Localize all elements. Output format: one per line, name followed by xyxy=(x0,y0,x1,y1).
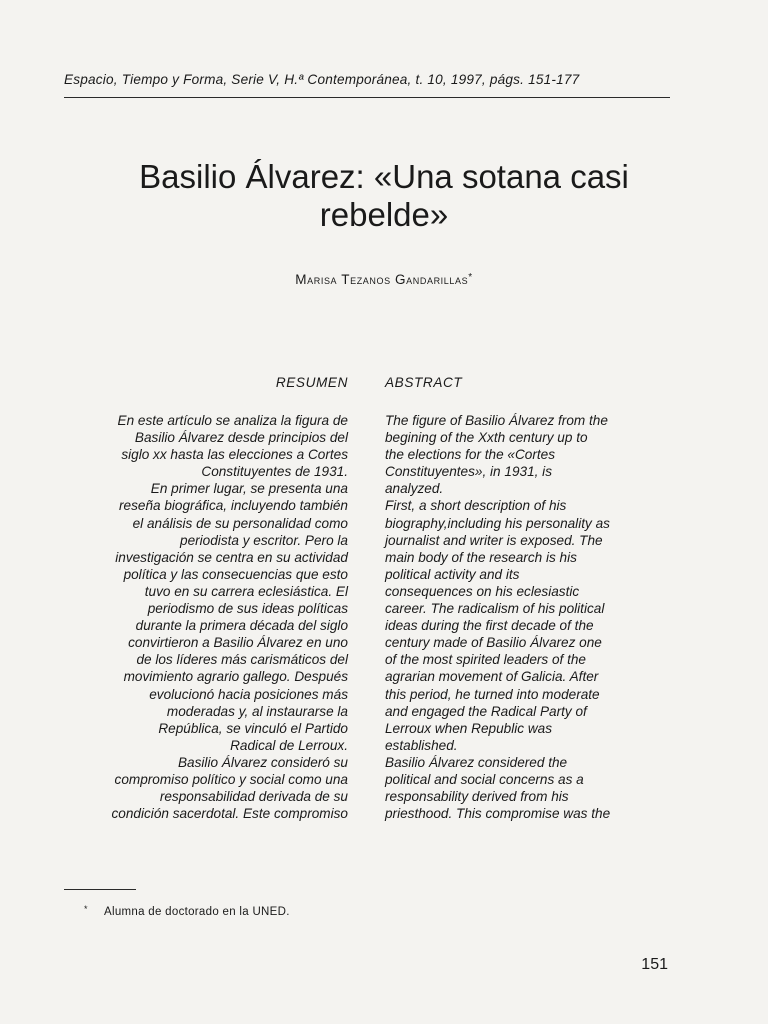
abstract-line: career. The radicalism of his political xyxy=(385,601,605,617)
footnote-text: Alumna de doctorado en la UNED. xyxy=(104,906,290,918)
footnote-mark: * xyxy=(84,904,88,914)
abstract-line: journalist and writer is exposed. The xyxy=(385,532,603,548)
resumen-line: durante la primera década del siglo xyxy=(135,618,348,634)
title-line-1: Basilio Álvarez: «Una sotana casi xyxy=(139,158,629,195)
abstract-line: ideas during the first decade of the xyxy=(385,618,594,634)
abstract-line: political activity and its xyxy=(385,566,520,582)
abstract-line: First, a short description of his xyxy=(385,498,567,514)
running-head: Espacio, Tiempo y Forma, Serie V, H.ª Contemporánea, t. 10, 1997, págs. 151-177 xyxy=(64,72,580,87)
abstract-line: of the most spirited leaders of the xyxy=(385,652,586,668)
resumen-line: condición sacerdotal. Este compromiso xyxy=(111,806,348,822)
page-number: 151 xyxy=(641,956,668,973)
resumen-line: evolucionó hacia posiciones más xyxy=(149,686,348,702)
resumen-line: política y las consecuencias que esto xyxy=(123,566,348,582)
author-byline xyxy=(0,272,768,287)
abstract-line: century made of Basilio Álvarez one xyxy=(385,635,602,651)
abstract-column xyxy=(385,412,669,822)
resumen-line: tuvo en su carrera eclesiástica. El xyxy=(144,583,348,599)
abstract-line: Lerroux when Republic was xyxy=(385,720,552,736)
footnote-rule xyxy=(64,889,136,890)
resumen-line: moderadas y, al instaurarse la xyxy=(166,703,348,719)
resumen-line: convirtieron a Basilio Álvarez en uno xyxy=(128,635,348,651)
resumen-line: periodista y escritor. Pero la xyxy=(180,532,348,548)
resumen-line: de los líderes más carismáticos del xyxy=(136,652,348,668)
resumen-line: responsabilidad derivada de su xyxy=(159,789,348,805)
abstract-heading: ABSTRACT xyxy=(385,375,463,390)
resumen-line: periodismo de sus ideas políticas xyxy=(147,601,348,617)
resumen-line: República, se vinculó el Partido xyxy=(158,720,348,736)
author-name: Marisa Tezanos Gandarillas xyxy=(295,272,469,287)
abstract-line: responsability derived from his xyxy=(385,789,569,805)
abstract-line: main body of the research is his xyxy=(385,549,577,565)
abstract-line: priesthood. This compromise was the xyxy=(385,806,611,822)
abstract-line: begining of the Xxth century up to xyxy=(385,430,588,446)
resumen-line: reseña biográfica, incluyendo también xyxy=(119,498,348,514)
resumen-line: el análisis de su personalidad como xyxy=(132,515,348,531)
author-footnote-mark: * xyxy=(468,272,473,283)
abstract-line: analyzed. xyxy=(385,481,444,497)
resumen-heading: RESUMEN xyxy=(275,375,348,390)
abstract-line: and engaged the Radical Party of xyxy=(385,703,587,719)
resumen-line: siglo xx hasta las elecciones a Cortes xyxy=(121,447,348,463)
abstract-line: consequences on his eclesiastic xyxy=(385,583,580,599)
abstract-line: Basilio Álvarez considered the xyxy=(385,754,568,770)
resumen-line: En primer lugar, se presenta una xyxy=(150,481,348,497)
resumen-line: Basilio Álvarez desde principios del xyxy=(134,430,348,446)
abstract-line: established. xyxy=(385,737,458,753)
footnote xyxy=(84,906,290,918)
article-title xyxy=(0,158,768,234)
resumen-line: Constituyentes de 1931. xyxy=(201,464,348,480)
abstract-line: agrarian movement of Galicia. After xyxy=(385,669,599,685)
abstract-line: political and social concerns as a xyxy=(385,771,584,787)
resumen-line: movimiento agrario gallego. Después xyxy=(123,669,348,685)
header-rule xyxy=(64,97,670,98)
resumen-line: En este artículo se analiza la figura de xyxy=(117,413,348,428)
abstract-line: the elections for the «Cortes xyxy=(385,447,556,463)
resumen-line: compromiso político y social como una xyxy=(114,771,348,787)
abstract-line: Constituyentes», in 1931, is xyxy=(385,464,553,480)
title-line-2: rebelde» xyxy=(319,196,449,233)
abstract-line: biography,including his personality as xyxy=(385,515,610,531)
resumen-line: investigación se centra en su actividad xyxy=(115,549,348,565)
resumen-column xyxy=(64,412,348,822)
resumen-line: Basilio Álvarez consideró su xyxy=(177,754,348,770)
abstract-line: this period, he turned into moderate xyxy=(385,686,600,702)
resumen-line: Radical de Lerroux. xyxy=(230,737,348,753)
abstract-line: The figure of Basilio Álvarez from the xyxy=(385,413,608,428)
